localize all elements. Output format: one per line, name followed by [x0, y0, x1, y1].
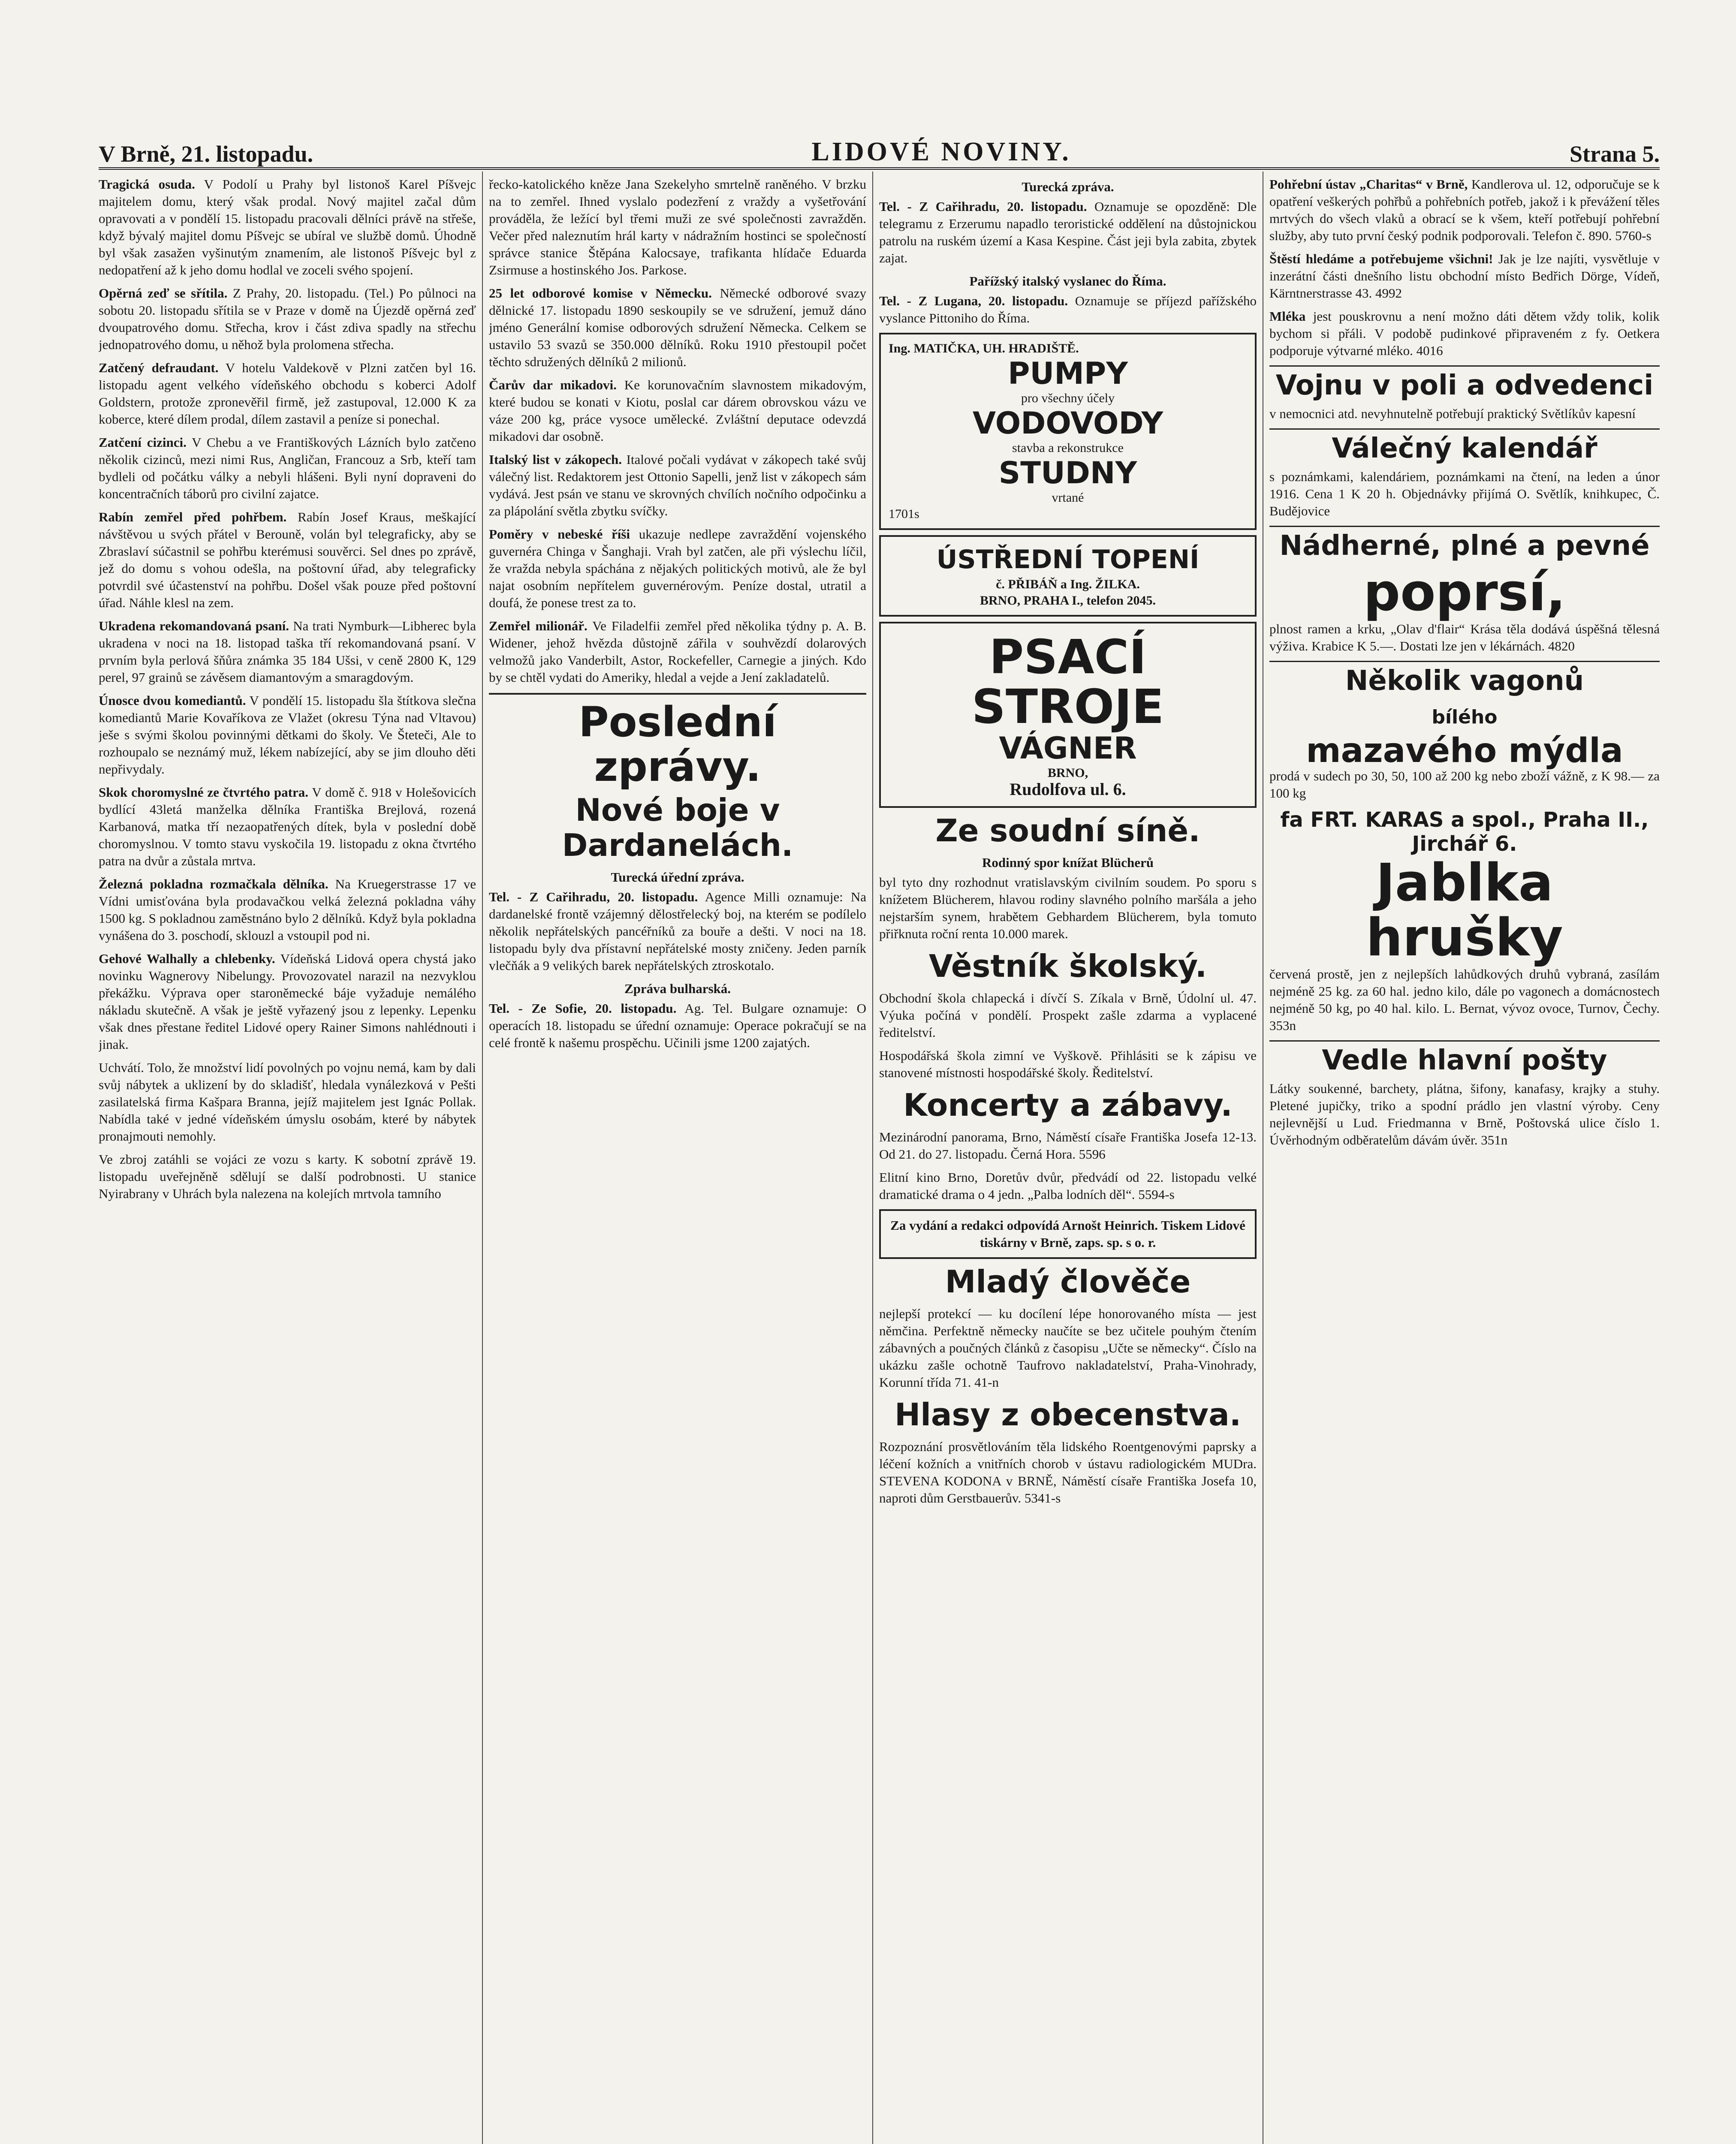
ad-pumpy-line1: PUMPY — [1008, 356, 1128, 391]
article-heading: Pohřební ústav „Charitas“ v Brně, — [1269, 177, 1468, 192]
section-heading: Poslední zprávy. — [489, 693, 866, 789]
article — [99, 509, 476, 611]
article-heading: Tel. - Z Cařihradu, 20. listopadu. — [879, 199, 1087, 214]
article-text: byl tyto dny rozhodnut vratislavským civilním soudem. Po sporu s knížetem Blücherem, hlavou rodiny slavného polního maršála a jeho nejstarším synem, hrabětem Gebhardem Blücherem, byla tomuto přiřknuta roční renta 10.000 marek. — [879, 875, 1257, 941]
article — [879, 1438, 1257, 1507]
article-text: jest pouskrovnu a není možno dáti dětem vždy tolik, kolik bychom si přáli. V podobě pudinkové připraveném z fy. Oetkera podporuje výtvarné mléko. 4016 — [1269, 309, 1660, 358]
section-heading: Nové boje v Dardanelách. — [562, 792, 793, 863]
ad-pumpy-firm: Ing. MATIČKA, UH. HRADIŠTĚ. — [889, 341, 1079, 355]
article — [1269, 308, 1660, 359]
article — [879, 874, 1257, 943]
ad-pumpy-code: 1701s — [889, 507, 919, 521]
article-text: Rabín Josef Kraus, meškající návštěvou u svých přátel v Berouně, volán byl telegraficky, aby se Zbraslaví súčastnil se pohřbu kterémusi souvěrci. Sel dnes po zprávě, jež do domu s vohou odešla, na poštovní úřad, aby telegraficky potvrdil své účastenství na pohřbu. Došel však pouze před poštovní úřad. Náhle klesl na zem. — [99, 509, 476, 610]
article — [1269, 250, 1660, 302]
place-date: V Brně, 21. listopadu. — [99, 141, 313, 167]
article-heading: Zatčení cizinci. — [99, 435, 187, 450]
article — [489, 526, 866, 611]
section-heading: Ze soudní síně. — [935, 813, 1200, 849]
subheading: Rodinný spor knížat Blücherů — [982, 855, 1154, 870]
article — [1269, 405, 1660, 422]
article-text: Italové počali vydávat v zákopech také svůj válečný list. Redaktorem jest Ottonio Sapelli, jenž list v zákopech sám vydává. Jest psán ve stanu ve skrovných chvílích nočního odpočinku a za plápolání světla zbytku svíčky. — [489, 452, 866, 518]
ad-topeni-phone: telefon 2045. — [1086, 593, 1156, 608]
article-heading: Mléka — [1269, 309, 1306, 324]
ad-heading: Válečný kalendář — [1269, 428, 1660, 464]
article — [1269, 966, 1660, 1034]
article-heading: Poměry v nebeské říši — [489, 527, 630, 542]
article-text: plnost ramen a krku, „Olav d'flair“ Krása těla dodává úspěšná tělesná výživa. Krabice K 5.—. Dostati lze jen v lékárnách. 4820 — [1269, 621, 1660, 653]
imprint: Za vydání a redakci odpovídá Arnošt Heinrich. Tiskem Lidové tiskárny v Brně, zaps. sp. s o. r. — [879, 1209, 1257, 1259]
article-text: Ag. Tel. Bulgare oznamuje: O operacích 18. listopadu se úřední oznamuje: Operace pokračují se na celé frontě k našemu prospěchu. Učinili jsme 1200 zajatých. — [489, 1001, 866, 1050]
column-3 — [879, 176, 1257, 2144]
article-heading: Zemřel milionář. — [489, 618, 588, 633]
article-heading: Tel. - Z Lugana, 20. listopadu. — [879, 293, 1068, 308]
article — [1269, 768, 1660, 802]
article — [99, 876, 476, 944]
article — [99, 784, 476, 870]
article-text: Látky soukenné, barchety, plátna, šifony, kanafasy, krajky a stuhy. Pletené jupičky, triko a spodní prádlo jen vlastní výroby. Ceny nejlevnější u Lud. Friedmanna v Brně, Poštovská ulice číslo 1. Úvěrhodným odběratelům dávám úvěr. 351n — [1269, 1081, 1660, 1147]
article-text: Kandlerova ul. 12, odporučuje se k opatření veškerých pohřbů a pohřebních potřeb, jakož i k převážení těles mrtvých do všech vlaků a obrací se k všem, kteří potřebují pohřební služby, aby tuto první český podnik podporovali. Telefon č. 890. 5760-s — [1269, 177, 1660, 243]
page-number: Strana 5. — [1569, 141, 1660, 167]
column-4 — [1269, 176, 1660, 2144]
column-rule — [872, 172, 873, 2144]
ad-pumpy-line3: STUDNY — [998, 455, 1137, 491]
ad-topeni-firm: č. PŘIBÁŇ a Ing. ŽILKA. — [996, 577, 1140, 591]
article-text: řecko-katolického kněze Jana Szekelyho smrtelně raněného. V brzku na to zemřel. Ihned vyslalo podezření z vraždy a vyšetřování prováděla, že ležící byl třemi muži ze své společnosti zavražděn. Večer před naleznutím hrál karty v nádražním hostinci se společností správce stanice Štěpána Kalocsaye, trafikanta hlídače Eduarda Zsirmuse a hostinského Jos. Parkose. — [489, 177, 866, 277]
article-heading: Gehové Walhally a chlebenky. — [99, 951, 275, 966]
ad-psaci-stroje — [879, 622, 1257, 808]
article — [99, 617, 476, 686]
ad-topeni-title: ÚSTŘEDNÍ TOPENÍ — [936, 545, 1200, 575]
article-text: Uchvátí. Tolo, že množství lidí povolných po vojnu nemá, kam by dali svůj nábytek a uklizení by do skladišť, hledala vynálezková v Pešti zasilatelská firma Kašpara Branna, jejíž majitelem jest Ignác Pollak. Nabídla také v jedné vídeňském úmyslu osobám, které by nábytek pronajmouti nemohly. — [99, 1060, 476, 1144]
article — [99, 950, 476, 1053]
ad-headline: poprsí, — [1363, 563, 1566, 623]
article-text: prodá v sudech po 30, 50, 100 až 200 kg nebo zboží vážně, z K 98.— za 100 kg — [1269, 768, 1660, 801]
article — [99, 359, 476, 428]
article-text: V pondělí 15. listopadu šla štítkova slečna komediantů Marie Kovaříkova ze Vlažet (okresu Týna nad Vltavou) ješe s svými školou povinnými dětkami do školy. Ve Šteteči, Ale to rozhoupalo se neznámý muž, lékem nabízející, aby se jim dlouho děti nepřivydaly. — [99, 693, 476, 777]
article — [99, 285, 476, 353]
article — [99, 434, 476, 503]
article — [489, 285, 866, 370]
article-heading: Tragická osuda. — [99, 177, 195, 192]
ad-topeni — [879, 535, 1257, 617]
subheading: Turecká úřední zpráva. — [611, 870, 744, 885]
article — [879, 1047, 1257, 1081]
article-text: Elitní kino Brno, Doretův dvůr, předvádí od 22. listopadu velké dramatické drama o 4 jedn. „Palba lodních děl“. 5594-s — [879, 1170, 1257, 1202]
column-1 — [99, 176, 476, 2144]
article-text: Oznamuje se opozděně: Dle telegramu z Erzerumu napadlo teroristické oddělení na důstojnickou patrolu na ruském území a Kasa Kespine. Část jeji byla zabita, zbytek zajat. — [879, 199, 1257, 265]
article-heading: Štěstí hledáme a potřebujeme všichni! — [1269, 251, 1493, 266]
article — [489, 451, 866, 520]
article-heading: Ukradena rekomandovaná psaní. — [99, 618, 289, 633]
article — [879, 292, 1257, 327]
ad-pumpy-line2: VODOVODY — [972, 406, 1163, 441]
ad-stroje-city: BRNO, — [1047, 766, 1088, 780]
article — [879, 198, 1257, 267]
ad-headline: mazavého mýdla — [1306, 732, 1623, 770]
article — [1269, 468, 1660, 520]
column-3-top-news — [879, 178, 1257, 327]
article — [99, 176, 476, 279]
article — [879, 1305, 1257, 1391]
article-text: Německé odborové svazy dělnické 17. listopadu 1890 seskoupily se ve sdružení, jemuž dáno jméno Generální komise odborových sdružení Německa. Celkem se ustavilo 53 svazů se 350.000 dělníků. Roku 1910 přestoupil počet těchto sdružených dělníků 2 milionů. — [489, 286, 866, 369]
article — [489, 888, 866, 974]
ad-stroje-title2: STROJE — [971, 679, 1164, 734]
article-text: Oznamuje se příjezd pařížského vyslance Pittoniho do Říma. — [879, 293, 1257, 325]
section-heading: Koncerty a zábavy. — [903, 1087, 1233, 1123]
article-text: Ke korunovačním slavnostem mikadovým, které budou se konati v Kiotu, poslal car dárem obrovskou vázu ve váze 200 kg, práce vysoce umělecké. Zvláštní deputace odevzdá mikadovi dar osobně. — [489, 377, 866, 444]
article — [1269, 1080, 1660, 1149]
article — [879, 990, 1257, 1041]
article — [1269, 620, 1660, 655]
article — [489, 376, 866, 445]
paper-name: LIDOVÉ NOVINY. — [811, 137, 1071, 166]
article-text: Hospodářská škola zimní ve Vyškově. Přihlásiti se k zápisu ve stanovené místnosti hospodářské školy. Ředitelství. — [879, 1048, 1257, 1080]
article-heading: Čarův dar mikadovi. — [489, 377, 617, 392]
section-heading: Věstník školský. — [928, 948, 1207, 984]
article — [489, 617, 866, 686]
ad-heading: Několik vagonů — [1269, 661, 1660, 696]
subheading: Zpráva bulharská. — [624, 981, 731, 996]
article — [879, 1129, 1257, 1163]
article-text: V domě č. 918 v Holešovicích bydlící 43letá manželka dělníka Františka Brejlová, rozená Karbanová, matka tří nezaopatřených dítek, byla v poslední době choromyslnou. V tomto stavu vyskočila 19. listopadu z okna čtvrtého patra na dvůr a zůstala mrtva. — [99, 785, 476, 868]
article-text: Mezinárodní panorama, Brno, Náměstí císaře Františka Josefa 12-13. Od 21. do 27. listopadu. Černá Hora. 5596 — [879, 1129, 1257, 1162]
article-heading: Skok choromyslné ze čtvrtého patra. — [99, 785, 309, 800]
column-3-sections — [879, 813, 1257, 1507]
subheading: Turecká zpráva. — [1022, 179, 1114, 194]
article-text: ukazuje nedlepe zavraždění vojenského guvernéra Chinga v Šanghaji. Vrah byl zatčen, ale při výslechu líčil, že vražda nebyla spáchána z nějakých politických motivů, ale že byl najat osobním nepřítelem guvernérovým. Peníze dostal, utratil a doufá, že ponese trest za to. — [489, 527, 866, 610]
article-text: Na trati Nymburk—Libherec byla ukradena v noci na 18. listopad taška tří rekomandovaná psaní. V prvním byla perlová šňůra známka 35 184 Ušsi, v ceně 2800 K, 129 perel, 97 grainů se závěsem diamantovým a smaragdovým. — [99, 618, 476, 685]
ad-topeni-city: BRNO, PRAHA I., — [980, 593, 1083, 608]
article-heading: Železná pokladna rozmačkala dělníka. — [99, 876, 329, 891]
subheading: Pařížský italský vyslanec do Říma. — [969, 274, 1166, 289]
article — [99, 1151, 476, 1202]
article-text: s poznámkami, kalendáriem, poznámkami na čtení, na leden a únor 1916. Cena 1 K 20 h. Objednávky přijímá O. Světlík, knihkupec, Č. Budějovice — [1269, 469, 1660, 518]
article-text: v nemocnici atd. nevyhnutelně potřebují praktický Světlíkův kapesní — [1269, 406, 1636, 421]
article-heading: Tel. - Z Cařihradu, 20. listopadu. — [489, 889, 698, 904]
article-heading: Zatčený defraudant. — [99, 360, 219, 375]
article — [879, 1169, 1257, 1203]
column-rule — [482, 172, 483, 2144]
ad-pumpy-line2-sub: stavba a rekonstrukce — [1012, 441, 1124, 455]
ad-pumpy-line3-sub: vrtané — [1052, 491, 1084, 505]
article-text: V Chebu a ve Františkových Lázních bylo zatčeno několik cizinců, mezi nimi Rus, Angličan, Francouz a Srb, kteří tam bydleli od počátku války a nebyli hlášeni. Byli nyní dopraveni do koncentračních táborů pro civilní zajatce. — [99, 435, 476, 501]
ad-heading: Nádherné, plné a pevné — [1269, 526, 1660, 561]
ad-pumpy-line1-sub: pro všechny účely — [1021, 391, 1115, 405]
article-text: Obchodní škola chlapecká i dívčí S. Zíkala v Brně, Údolní ul. 47. Výuka počíná v pondělí. Prospekt zašle zdarma a vyplacené ředitelství. — [879, 991, 1257, 1040]
article — [489, 1000, 866, 1051]
article-heading: Únosce dvou komediantů. — [99, 693, 246, 708]
article — [489, 176, 866, 279]
column-2 — [489, 176, 866, 2144]
article-text: V hotelu Valdekově v Plzni zatčen byl 16. listopadu agent velkého vídeňského obchodu s koberci Adolf Goldstern, protože zpronevěřil firmě, jež zastupoval, 12.000 K za koberce, které dílem prodal, dílem zastavil a peníze si ponechal. — [99, 360, 476, 427]
article-text: Z Prahy, 20. listopadu. (Tel.) Po půlnoci na sobotu 20. listopadu sřítila se v Praze v domě na Újezdě opěrná zeď dvoupatrového domu. Střecha, krov i část zdiva spadly na střechu jednopatrového domu, u něhož byla prolomena střecha. — [99, 286, 476, 352]
ad-heading: Vojnu v poli a odvedenci — [1269, 365, 1660, 401]
page-header — [99, 133, 1660, 170]
ad-pumpy — [879, 333, 1257, 530]
article-text: Agence Milli oznamuje: Na dardanelské frontě vzájemný dělostřelecký boj, na kterém se podílelo několik nepřátelských pancéřníků za bouře a dešti. V noci na 18. listopadu byly dva přístavní nepřátelské mosty zničeny. Jeden parník vlečňák a 9 velikých barek nepřátelských ztroskotalo. — [489, 889, 866, 973]
article-heading: Italský list v zákopech. — [489, 452, 622, 467]
article-heading: 25 let odborové komise v Německu. — [489, 286, 712, 301]
article — [99, 692, 476, 778]
article-text: Ve zbroj zatáhli se vojáci ze vozu s karty. K sobotní zprávě 19. listopadu uveřejněně sdělují se další podrobnosti. U stanice Nyirabrany v Uhrách byla nalezena na kolejích mrtvola tamního — [99, 1152, 476, 1201]
ad-heading: Vedle hlavní pošty — [1269, 1040, 1660, 1076]
article-text: nejlepší protekcí — ku docílení lépe honorovaného místa — jest němčina. Perfektně německy naučíte se bez učitele pouhým čtením zábavných a poučných článků z časopisu „Učte se německy“. Číslo na ukázku zašle ochotně Taufrovo nakladatelství, Praha-Vinohrady, Korunní třída 71. 41-n — [879, 1306, 1257, 1390]
section-heading: Mladý člověče — [945, 1264, 1191, 1300]
article — [1269, 176, 1660, 244]
article-heading: Rabín zemřel před pohřbem. — [99, 509, 287, 524]
ad-firm: fa FRT. KARAS a spol., Praha II., Jirchář 6. — [1280, 808, 1649, 856]
article-text: Vídeňská Lidová opera chystá jako novinku Wagnerovy Nibelungy. Provozovatel narazil na nezvyklou překážku. Výprava oper staroněmecké báje vyžaduje nemálého nákladu skutečně. A však je ještě vyřazený jsou z lepenky. Lepenku však dnes přestane ředitel Lidové opery Rainer Simons nahlédnouti i jinak. — [99, 951, 476, 1052]
article-text: V Podolí u Prahy byl listonoš Karel Píšvejc majitelem domu, který však prodal. Nový majitel začal dům opravovati a v pondělí 15. listopadu pracovali dělníci právě na střeše, když bývalý majitel domu Píšvejc se ubíral ve službě domů. Úhodně byl však zasažen vyšinutým znamením, ale listonoš Píšvejc byl z nedopatření až k jeho domu hodlal ve zoceli svého spojení. — [99, 177, 476, 277]
section-heading: Hlasy z obecenstva. — [894, 1397, 1242, 1433]
ad-stroje-firm: VÁGNER — [999, 731, 1137, 766]
ad-stroje-address: Rudolfova ul. 6. — [1010, 780, 1126, 799]
article — [99, 1059, 476, 1145]
article-text: Ve Filadelfii zemřel před několika týdny p. A. B. Widener, jehož hvězda důstojně zářila v souhvězdí dolarových velmožů jako Vanderbilt, Astor, Rockefeller, Carnegie a jiných. Kdo by se chtěl vydati do Ameriky, hledal a vejde a Jení zakladatelů. — [489, 618, 866, 685]
article-heading: Opěrná zeď se sřítila. — [99, 286, 228, 301]
ad-stroje-title1: PSACÍ — [989, 629, 1147, 684]
ad-headline: Jablka hrušky — [1366, 853, 1563, 968]
article-text: Na Kruegerstrasse 17 ve Vídni umisťována byla prodavačkou velká železná pokladna váhy 1500 kg. S pokladnou zaměstnáno bylo 2 dělníků. Když byla pokladna vynášena do 3. poschodí, sklouzl a vstoupil pod ni. — [99, 876, 476, 943]
article-text: Jak je lze najíti, vysvětluje v inzerátní části dnešního listu obchodní místo Bedřich Dörge, Vídeň, Kärntnerstrasse 43. 4992 — [1269, 251, 1660, 301]
ad-word: bílého — [1432, 706, 1498, 728]
article-text: červená prostě, jen z nejlepších lahůdkových druhů vybraná, zasílám nejméně 25 kg. za 60 hal. jedno kilo, dále po vagonech a domácnostech nejméně 50 kg, po 40 hal. kilo. L. Bernat, vývoz ovoce, Turnov, Čechy. 353n — [1269, 967, 1660, 1033]
article-heading: Tel. - Ze Sofie, 20. listopadu. — [489, 1001, 677, 1016]
article-text: Rozpoznání prosvětlováním těla lidského Roentgenovými paprsky a léčení kožních a vnitřních chorob v ústavu radiologickém MUDra. STEVENA KODONA v BRNĚ, Náměstí císaře Františka Josefa 10, naproti dům Gerstbauerův. 5341-s — [879, 1439, 1257, 1506]
